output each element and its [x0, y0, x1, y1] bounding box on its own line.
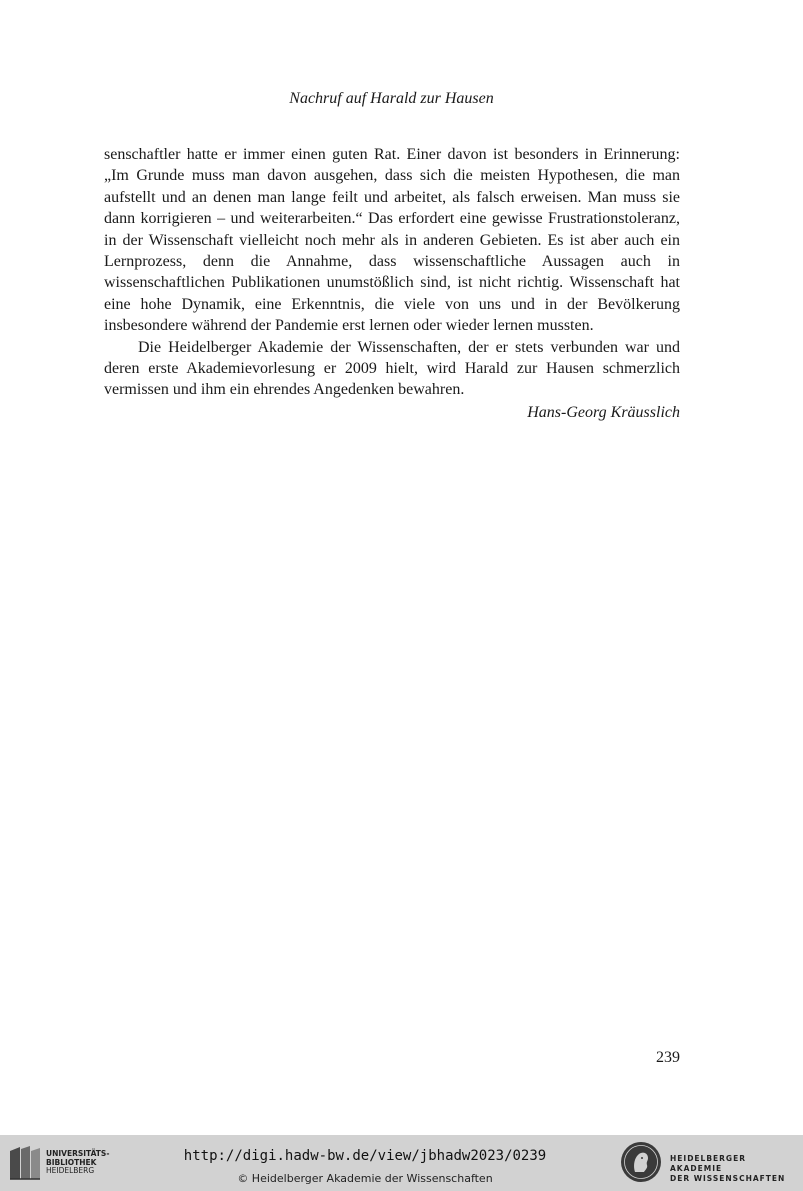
ub-logo-line-3: HEIDELBERG: [46, 1166, 95, 1175]
ub-logo-text: [46, 1150, 109, 1176]
hadw-logo-line-1: HEIDELBERGER AKADEMIE: [670, 1154, 746, 1173]
running-title: Nachruf auf Harald zur Hausen: [289, 90, 494, 107]
academy-seal-icon: [620, 1141, 662, 1183]
viewer-footer: [0, 1135, 803, 1191]
copyright-notice: © Heidelberger Akademie der Wissenschaften: [237, 1172, 493, 1185]
author-signature: Hans-Georg Kräusslich: [527, 403, 680, 421]
ub-logo-line-2: BIBLIOTHEK: [46, 1157, 97, 1167]
hadw-logo[interactable]: [620, 1141, 800, 1185]
running-header: [0, 90, 783, 108]
paragraph-2: Die Heidelberger Akademie der Wissenschaften, der er stets verbunden war und deren erste Akademievorlesung er 2009 hielt, wird Harald zur Hausen schmerzlich vermissen und ihm ein ehrendes Angedenken bewahren.: [104, 338, 680, 399]
hadw-logo-text: [670, 1154, 800, 1184]
permalink-url[interactable]: http://digi.hadw-bw.de/view/jbhadw2023/0239: [183, 1148, 547, 1164]
paragraph-1: senschaftler hatte er immer einen guten Rat. Einer davon ist besonders in Erinnerung: „Im Grunde muss man davon ausgehen, dass sich die meisten Hypothesen, die man aufstellt und an denen man lange feilt und arbeitet, als falsch erweisen. Man muss sie dann korrigieren – und weiterarbeiten.“ Das erfordert eine gewisse Frustrationstoleranz, in der Wissenschaft vielleicht noch mehr als in anderen Gebieten. Es ist aber auch ein Lernprozess, denn die Annahme, dass wissenschaftliche Aussagen auch in wissenschaftlichen Publikationen unumstößlich sind, ist nicht richtig. Wissenschaft hat eine hohe Dynamik, eine Erkenntnis, die viele von uns und in der Bevölkerung insbesondere während der Pandemie erst lernen oder wieder lernen mussten.: [104, 146, 680, 335]
ub-logo-line-1: UNIVERSITÄTS-: [46, 1149, 110, 1158]
ub-heidelberg-logo[interactable]: [8, 1143, 128, 1183]
hadw-logo-line-2: DER WISSENSCHAFTEN: [670, 1174, 786, 1183]
main-text: [104, 144, 680, 423]
library-books-icon: [8, 1145, 42, 1181]
page-number: 239: [656, 1049, 680, 1066]
